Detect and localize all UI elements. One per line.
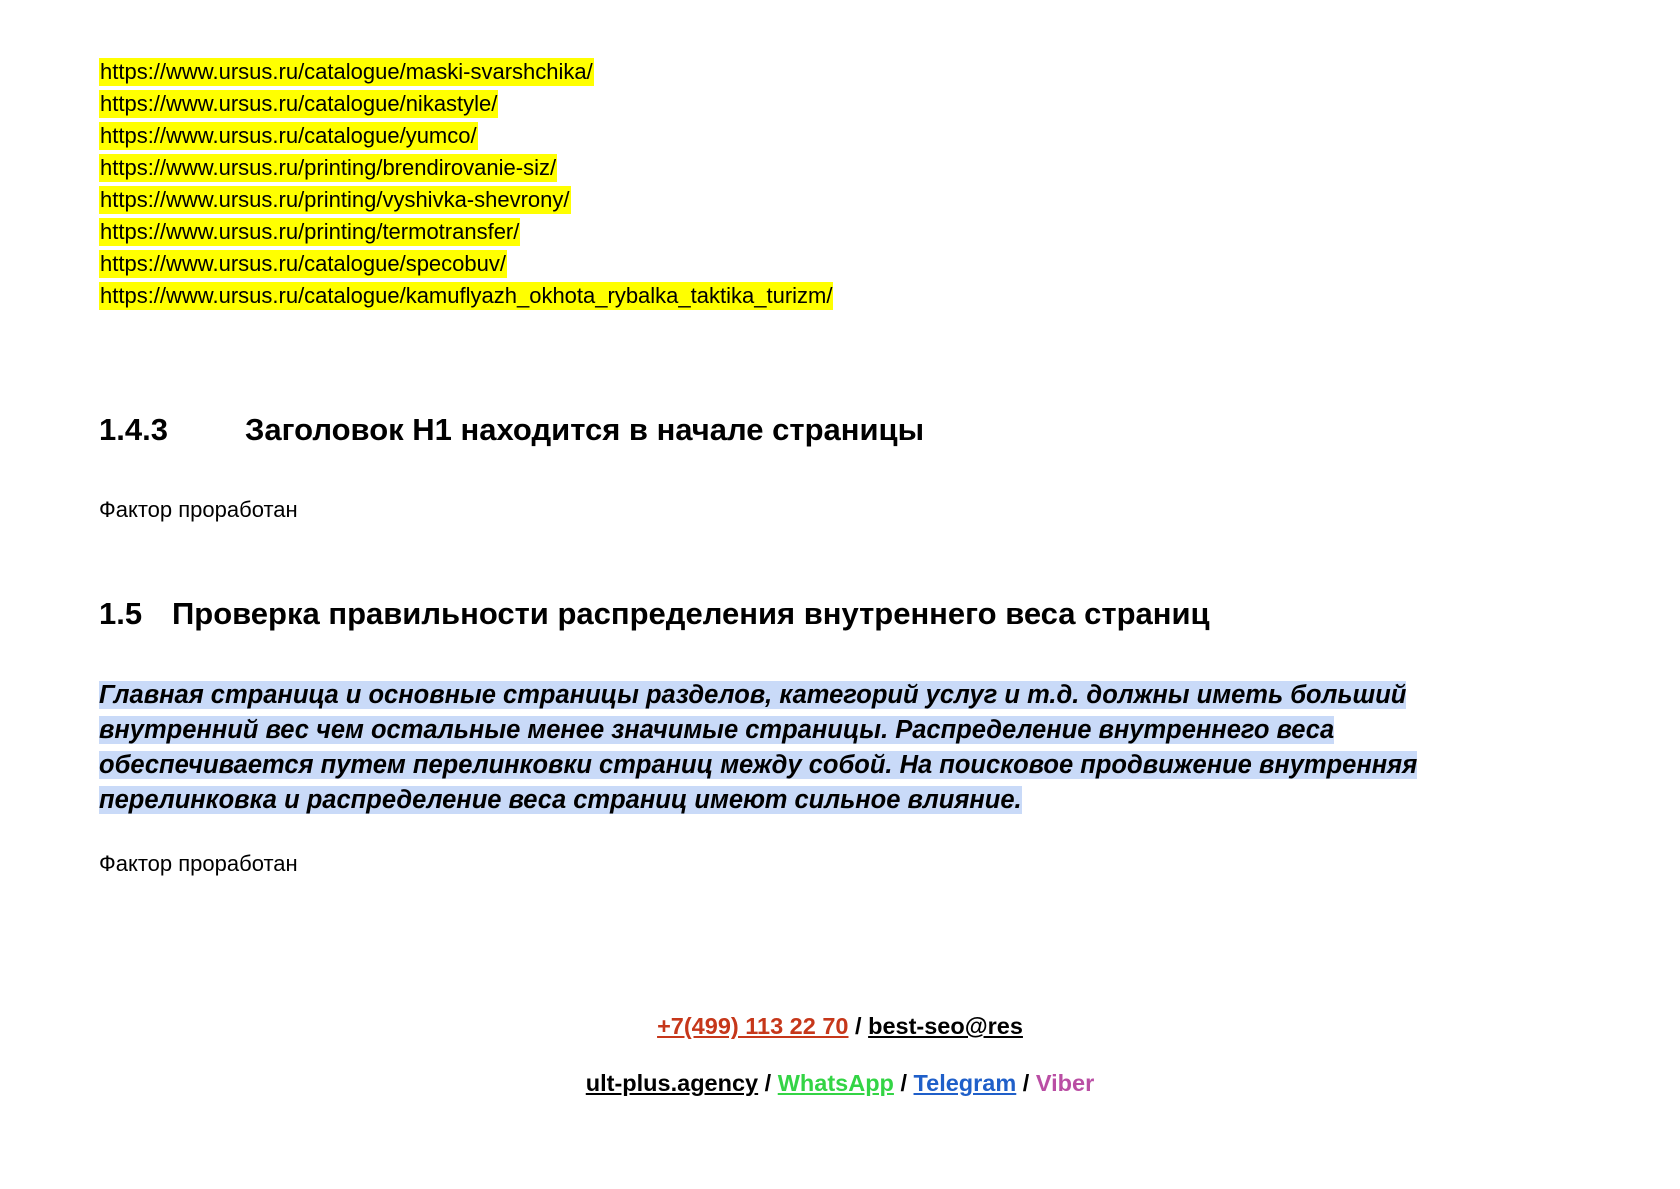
footer-contacts-line-2	[0, 1070, 1680, 1097]
url-highlight	[99, 282, 833, 310]
section-status: Фактор проработан	[99, 497, 298, 522]
phone-link[interactable]: +7(499) 113 22 70	[657, 1013, 849, 1039]
url-item	[99, 216, 833, 248]
separator: /	[893, 1070, 914, 1096]
url-highlight	[99, 58, 594, 86]
url-item	[99, 152, 833, 184]
section-title: Заголовок H1 находится в начале страницы	[245, 412, 925, 447]
url-highlight	[99, 250, 507, 278]
url-link[interactable]: https://www.ursus.ru/printing/termotransfer/	[100, 219, 520, 244]
url-link[interactable]: https://www.ursus.ru/catalogue/yumco/	[100, 123, 477, 148]
url-highlight	[99, 154, 557, 182]
separator: /	[758, 1070, 778, 1096]
url-link[interactable]: https://www.ursus.ru/catalogue/nikastyle/	[100, 91, 498, 116]
section-heading-1-5	[99, 596, 1210, 632]
url-item	[99, 88, 833, 120]
url-item	[99, 120, 833, 152]
url-highlight	[99, 186, 571, 214]
section-title: Проверка правильности распределения внутреннего веса страниц	[172, 596, 1210, 631]
separator: /	[1016, 1070, 1036, 1096]
highlighted-paragraph	[99, 678, 1499, 818]
url-link[interactable]: https://www.ursus.ru/printing/brendirovanie-siz/	[100, 155, 557, 180]
section-number: 1.4.3	[99, 412, 168, 447]
url-link[interactable]: https://www.ursus.ru/catalogue/maski-svarshchika/	[100, 59, 593, 84]
url-highlight	[99, 218, 520, 246]
url-item	[99, 56, 833, 88]
paragraph-text: Главная страница и основные страницы разделов, категорий услуг и т.д. должны иметь больший внутренний вес чем остальные менее значимые страницы. Распределение внутреннего веса обеспечивается путем перелинковки страниц между собой. На поисковое продвижение внутренняя перелинковка и распределение веса страниц имеют сильное влияние.	[99, 681, 1418, 814]
url-highlight	[99, 122, 478, 150]
email-link-continued[interactable]: ult-plus.agency	[585, 1070, 759, 1096]
footer-contacts-line-1	[0, 1013, 1680, 1040]
separator: /	[848, 1013, 869, 1039]
url-item	[99, 248, 833, 280]
section-status: Фактор проработан	[99, 851, 298, 876]
url-item	[99, 184, 833, 216]
viber-label[interactable]: Viber	[1035, 1070, 1095, 1096]
whatsapp-link[interactable]: WhatsApp	[777, 1070, 894, 1096]
email-link[interactable]: best-seo@res	[868, 1013, 1023, 1039]
section-number: 1.5	[99, 596, 143, 631]
url-link[interactable]: https://www.ursus.ru/catalogue/kamuflyazh_okhota_rybalka_taktika_turizm/	[100, 283, 833, 308]
url-link[interactable]: https://www.ursus.ru/catalogue/specobuv/	[100, 251, 506, 276]
section-heading-1-4-3	[99, 412, 924, 448]
url-highlight	[99, 90, 498, 118]
url-link[interactable]: https://www.ursus.ru/printing/vyshivka-shevrony/	[100, 187, 570, 212]
telegram-link[interactable]: Telegram	[913, 1070, 1017, 1096]
url-list	[99, 56, 833, 312]
url-item	[99, 280, 833, 312]
